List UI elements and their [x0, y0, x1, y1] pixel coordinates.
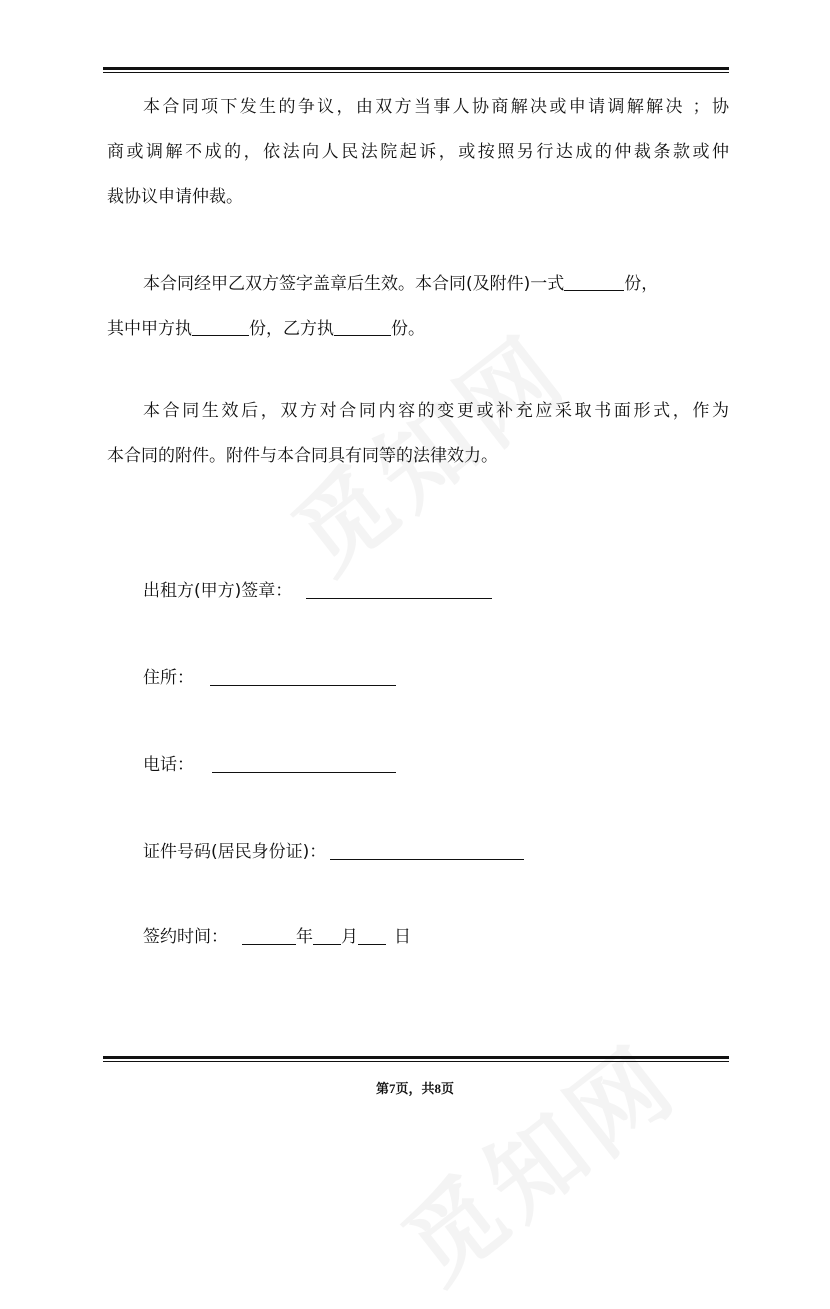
effect-text-2c: 份。: [391, 319, 425, 339]
lessor-sign-field: [143, 576, 492, 601]
phone-label: 电话：: [143, 755, 194, 775]
effect-line-1: [107, 262, 729, 307]
effect-text-2b: 份，乙方执: [249, 319, 334, 339]
amend-paragraph: [107, 389, 729, 479]
header-rule: [103, 67, 729, 73]
sign-date-field: [143, 922, 411, 947]
amend-line-1: 本合同生效后，双方对合同内容的变更或补充应采取书面形式，作为: [143, 401, 729, 421]
phone-field: [143, 750, 396, 775]
effect-text-2a: 其中甲方执: [107, 319, 192, 339]
lessor-sign-line[interactable]: [306, 580, 492, 599]
year-blank[interactable]: [242, 926, 296, 945]
phone-line[interactable]: [212, 754, 396, 773]
amend-line-2: 本合同的附件。附件与本合同具有同等的法律效力。: [107, 446, 498, 466]
page-indicator: 第7页，共8页: [375, 1081, 454, 1096]
address-label: 住所：: [143, 668, 194, 688]
address-field: [143, 663, 396, 688]
month-label: 月: [341, 927, 358, 947]
sign-date-label: 签约时间：: [143, 927, 228, 947]
day-label: 日: [394, 927, 411, 947]
copies-total-blank[interactable]: [564, 273, 624, 291]
party-b-copies-blank[interactable]: [334, 318, 391, 336]
dispute-line-3: 裁协议申请仲裁。: [107, 187, 243, 207]
id-number-line[interactable]: [330, 841, 524, 860]
dispute-paragraph: [107, 85, 729, 220]
address-line[interactable]: [210, 667, 396, 686]
effect-paragraph: [107, 262, 729, 352]
id-number-label: 证件号码(居民身份证)：: [143, 842, 327, 862]
year-label: 年: [296, 927, 313, 947]
party-a-copies-blank[interactable]: [192, 318, 249, 336]
effect-line-2: [107, 307, 729, 352]
watermark-bottom: [371, 1008, 701, 1308]
footer-rule: [103, 1056, 729, 1062]
id-number-field: [143, 837, 524, 862]
dispute-line-1: 本合同项下发生的争议，由双方当事人协商解决或申请调解解决 ；协: [143, 97, 729, 117]
lessor-sign-label: 出租方(甲方)签章：: [143, 581, 293, 601]
dispute-line-2: 商或调解不成的，依法向人民法院起诉，或按照另行达成的仲裁条款或仲: [107, 142, 729, 162]
effect-text-1b: 份，: [624, 274, 659, 294]
effect-text-1a: 本合同经甲乙双方签字盖章后生效。本合同(及附件)一式: [143, 274, 565, 294]
month-blank[interactable]: [313, 926, 341, 945]
day-blank[interactable]: [358, 926, 386, 945]
